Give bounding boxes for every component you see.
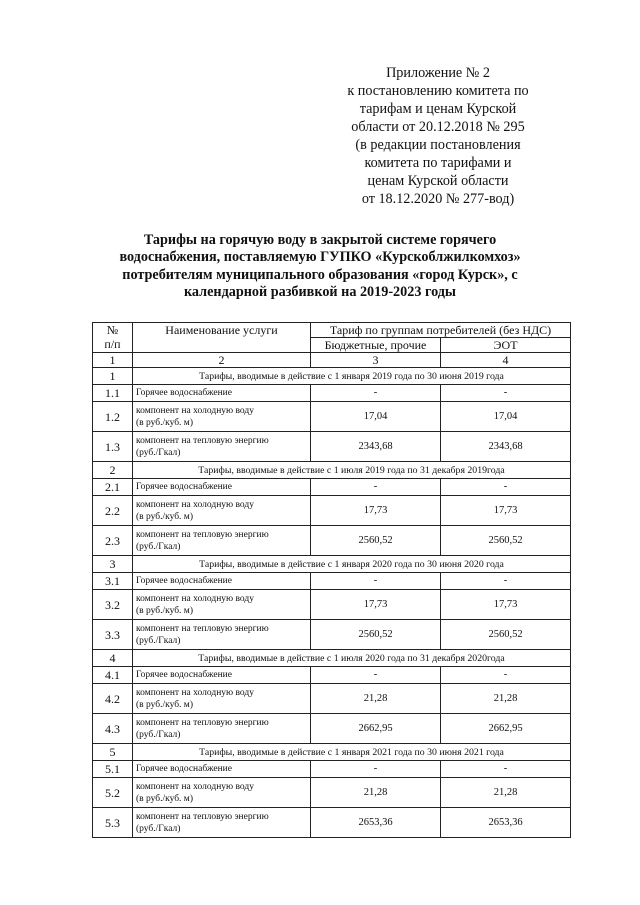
service-name: компонент на тепловую энергию (руб./Гкал) — [133, 526, 311, 556]
appendix-line: тарифам и ценам Курской — [359, 101, 517, 117]
table-header-row — [93, 323, 571, 338]
table-row — [93, 684, 571, 714]
table-row — [93, 590, 571, 620]
row-number: 5.2 — [93, 778, 133, 808]
table-row — [93, 526, 571, 556]
row-number: 3.1 — [93, 573, 133, 590]
period-number: 5 — [93, 744, 133, 761]
tariff-budget: 21,28 — [311, 684, 441, 714]
table-row — [93, 808, 571, 838]
service-name: компонент на холодную воду (в руб./куб. м) — [133, 402, 311, 432]
tariff-budget: - — [311, 761, 441, 778]
period-title: Тарифы, вводимые в действие с 1 июля 2019 года по 31 декабря 2019года — [133, 462, 571, 479]
tariff-budget: 2653,36 — [311, 808, 441, 838]
column-number: 4 — [441, 353, 571, 368]
period-title: Тарифы, вводимые в действие с 1 января 2019 года по 30 июня 2019 года — [133, 368, 571, 385]
column-number-row — [93, 353, 571, 368]
appendix-line: Приложение № 2 — [386, 65, 490, 81]
row-number: 1.1 — [93, 385, 133, 402]
table-row — [93, 667, 571, 684]
tariff-eot: - — [441, 385, 571, 402]
service-name: компонент на тепловую энергию (руб./Гкал) — [133, 432, 311, 462]
service-name: Горячее водоснабжение — [133, 761, 311, 778]
header-service: Наименование услуги — [133, 323, 311, 353]
tariff-eot: 2662,95 — [441, 714, 571, 744]
document-title — [100, 232, 540, 302]
service-name: компонент на холодную воду (в руб./куб. м) — [133, 590, 311, 620]
appendix-line: области от 20.12.2018 № 295 — [351, 119, 525, 135]
table-row — [93, 620, 571, 650]
header-budget: Бюджетные, прочие — [311, 338, 441, 353]
appendix-line: к постановлению комитета по — [347, 83, 529, 99]
table-body — [93, 368, 571, 838]
appendix-line: комитета по тарифами и — [364, 155, 512, 171]
tariff-budget: - — [311, 667, 441, 684]
service-name: Горячее водоснабжение — [133, 385, 311, 402]
service-name: Горячее водоснабжение — [133, 667, 311, 684]
tariff-eot: 2653,36 — [441, 808, 571, 838]
title-line: Тарифы на горячую воду в закрытой системе горячего — [143, 232, 497, 248]
table-row — [93, 714, 571, 744]
period-number: 3 — [93, 556, 133, 573]
period-row — [93, 556, 571, 573]
tariff-eot: 17,73 — [441, 590, 571, 620]
tariff-eot: - — [441, 667, 571, 684]
column-number: 2 — [133, 353, 311, 368]
tariff-eot: - — [441, 761, 571, 778]
service-name: компонент на тепловую энергию (руб./Гкал) — [133, 808, 311, 838]
tariff-budget: - — [311, 573, 441, 590]
period-row — [93, 744, 571, 761]
tariff-budget: 2343,68 — [311, 432, 441, 462]
appendix-line: ценам Курской области — [367, 173, 509, 189]
table-row — [93, 402, 571, 432]
row-number: 1.2 — [93, 402, 133, 432]
row-number: 3.3 — [93, 620, 133, 650]
tariff-budget: 2560,52 — [311, 526, 441, 556]
appendix-note — [318, 64, 558, 208]
title-line: потребителям муниципального образования «город Курск», с — [122, 266, 518, 283]
tariff-budget: 2662,95 — [311, 714, 441, 744]
period-title: Тарифы, вводимые в действие с 1 января 2021 года по 30 июня 2021 года — [133, 744, 571, 761]
row-number: 4.3 — [93, 714, 133, 744]
header-eot: ЭОТ — [441, 338, 571, 353]
row-number: 2.1 — [93, 479, 133, 496]
row-number: 4.1 — [93, 667, 133, 684]
table-row — [93, 778, 571, 808]
service-name: Горячее водоснабжение — [133, 573, 311, 590]
tariff-eot: 17,73 — [441, 496, 571, 526]
title-line: водоснабжения, поставляемую ГУПКО «Курскоблжилкомхоз» — [119, 249, 521, 266]
period-number: 2 — [93, 462, 133, 479]
column-number: 1 — [93, 353, 133, 368]
tariff-eot: 2560,52 — [441, 620, 571, 650]
service-name: компонент на холодную воду (в руб./куб. м) — [133, 496, 311, 526]
table-row — [93, 573, 571, 590]
tariff-eot: 17,04 — [441, 402, 571, 432]
period-row — [93, 462, 571, 479]
header-tariff: Тариф по группам потребителей (без НДС) — [311, 323, 571, 338]
service-name: компонент на холодную воду (в руб./куб. м) — [133, 778, 311, 808]
title-line: календарной разбивкой на 2019-2023 годы — [183, 284, 457, 301]
tariff-eot: - — [441, 573, 571, 590]
tariff-eot: - — [441, 479, 571, 496]
service-name: компонент на тепловую энергию (руб./Гкал) — [133, 620, 311, 650]
tariff-eot: 2560,52 — [441, 526, 571, 556]
service-name: компонент на холодную воду (в руб./куб. м) — [133, 684, 311, 714]
period-number: 1 — [93, 368, 133, 385]
table-row — [93, 432, 571, 462]
service-name: компонент на тепловую энергию (руб./Гкал) — [133, 714, 311, 744]
table-row — [93, 479, 571, 496]
period-title: Тарифы, вводимые в действие с 1 июля 2020 года по 31 декабря 2020года — [133, 650, 571, 667]
tariff-eot: 2343,68 — [441, 432, 571, 462]
row-number: 5.1 — [93, 761, 133, 778]
tariff-table — [92, 322, 571, 838]
row-number: 2.2 — [93, 496, 133, 526]
tariff-budget: 17,04 — [311, 402, 441, 432]
table-row — [93, 761, 571, 778]
table-row — [93, 496, 571, 526]
column-number: 3 — [311, 353, 441, 368]
period-number: 4 — [93, 650, 133, 667]
period-row — [93, 650, 571, 667]
table-row — [93, 385, 571, 402]
tariff-budget: 21,28 — [311, 778, 441, 808]
appendix-line: от 18.12.2020 № 277-вод) — [361, 191, 515, 207]
row-number: 3.2 — [93, 590, 133, 620]
row-number: 4.2 — [93, 684, 133, 714]
row-number: 5.3 — [93, 808, 133, 838]
row-number: 1.3 — [93, 432, 133, 462]
period-row — [93, 368, 571, 385]
tariff-eot: 21,28 — [441, 778, 571, 808]
tariff-budget: 17,73 — [311, 496, 441, 526]
tariff-budget: - — [311, 385, 441, 402]
tariff-budget: 17,73 — [311, 590, 441, 620]
appendix-line: (в редакции постановления — [355, 137, 521, 153]
period-title: Тарифы, вводимые в действие с 1 января 2020 года по 30 июня 2020 года — [133, 556, 571, 573]
service-name: Горячее водоснабжение — [133, 479, 311, 496]
tariff-budget: 2560,52 — [311, 620, 441, 650]
row-number: 2.3 — [93, 526, 133, 556]
tariff-eot: 21,28 — [441, 684, 571, 714]
header-num: № п/п — [93, 323, 133, 353]
tariff-budget: - — [311, 479, 441, 496]
